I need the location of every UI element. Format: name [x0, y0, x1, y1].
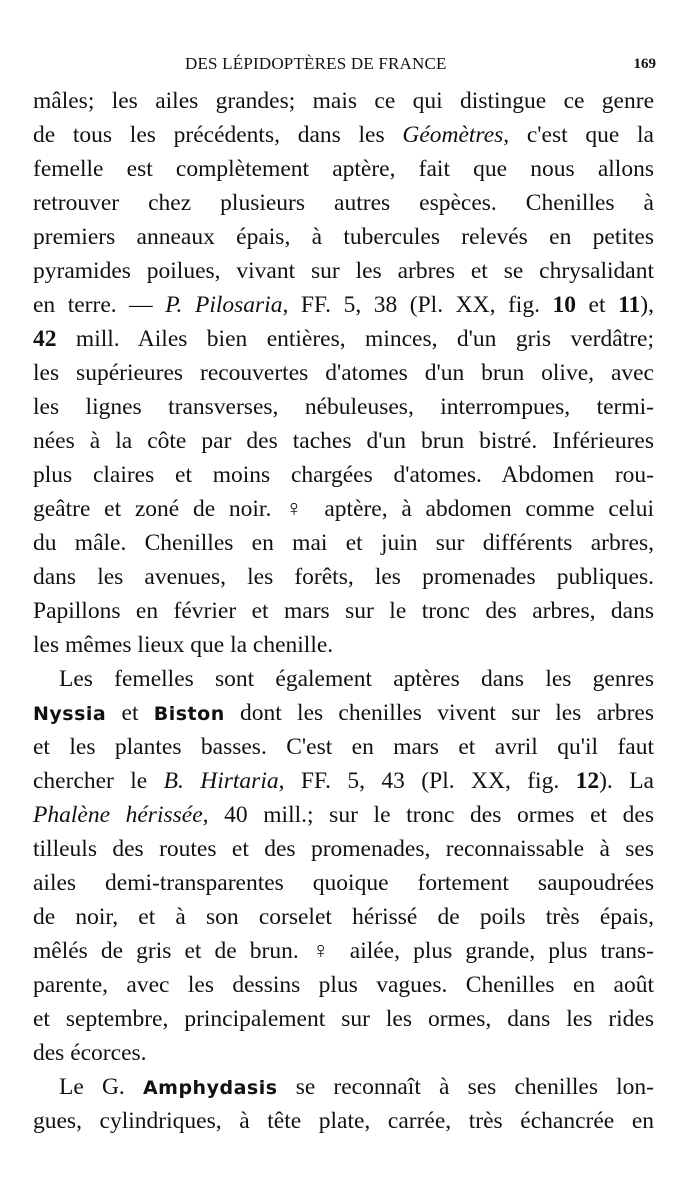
text-segment: , c'est que la — [503, 122, 654, 148]
text-segment: et septembre, principalement sur les ormes, dans les rides — [33, 1006, 654, 1032]
text-segment: premiers anneaux épais, à tubercules relevés en petites — [33, 224, 654, 250]
text-segment: Papillons en février et mars sur le tronc des arbres, dans — [33, 598, 654, 624]
text-segment: ), — [640, 292, 654, 318]
text-segment: et les plantes basses. C'est en mars et avril qu'il faut — [33, 734, 654, 760]
italic-text: P. Pilosaria — [165, 292, 283, 318]
text-segment: plus claires et moins chargées d'atomes. Abdomen rou- — [33, 462, 654, 488]
text-line — [33, 84, 654, 118]
text-line — [33, 186, 654, 220]
text-segment: 11 — [618, 292, 641, 318]
text-line — [33, 152, 654, 186]
text-line — [33, 594, 654, 628]
text-line — [33, 934, 654, 968]
text-segment: du mâle. Chenilles en mai et juin sur différents arbres, — [33, 530, 654, 556]
text-segment: , FF. 5, 38 (Pl. XX, fig. — [282, 292, 553, 318]
text-line — [33, 356, 654, 390]
text-segment: se reconnaît à ses chenilles lon- — [277, 1074, 654, 1100]
text-segment: les lignes transverses, nébuleuses, interrompues, termi- — [33, 394, 654, 420]
text-segment: mêlés de gris et de brun. ♀ ailée, plus grande, plus trans- — [33, 938, 654, 964]
text-segment: et — [106, 700, 154, 726]
text-line — [33, 118, 654, 152]
text-line — [33, 390, 654, 424]
text-line — [33, 730, 654, 764]
text-segment: mâles; les ailes grandes; mais ce qui distingue ce genre — [33, 88, 654, 114]
genus-name: Amphydasis — [142, 1077, 278, 1099]
genus-name: Nyssia — [33, 703, 107, 725]
text-segment: 12 — [575, 768, 600, 794]
italic-text: Phalène hérissée — [33, 802, 203, 828]
text-line — [33, 866, 654, 900]
running-head — [0, 54, 698, 78]
text-segment: de tous les précédents, dans les — [33, 122, 403, 148]
text-segment: 10 — [552, 292, 577, 318]
text-segment: les mêmes lieux que la chenille. — [33, 632, 334, 658]
text-line — [33, 1036, 654, 1070]
text-line — [33, 968, 654, 1002]
text-segment: retrouver chez plusieurs autres espèces. Chenilles à — [33, 190, 654, 216]
text-segment: de noir, et à son corselet hérissé de poils très épais, — [33, 904, 654, 930]
text-segment: ailes demi-transparentes quoique fortement saupoudrées — [33, 870, 654, 896]
text-segment: , 40 mill.; sur le tronc des ormes et des — [202, 802, 654, 828]
text-line — [33, 424, 654, 458]
text-line — [33, 322, 654, 356]
text-segment: parente, avec les dessins plus vagues. Chenilles en août — [33, 972, 654, 998]
text-segment: mill. Ailes bien entières, minces, d'un gris verdâtre; — [56, 326, 654, 352]
text-segment: dont les chenilles vivent sur les arbres — [224, 700, 654, 726]
text-segment: ). La — [599, 768, 654, 794]
text-segment: gues, cylindriques, à tête plate, carrée, très échancrée en — [33, 1108, 654, 1134]
text-segment: Le G. — [59, 1074, 143, 1100]
text-line — [33, 900, 654, 934]
text-line — [33, 764, 654, 798]
italic-text: Géomètres — [402, 122, 504, 148]
text-segment: des écorces. — [33, 1040, 147, 1066]
text-line — [33, 254, 654, 288]
text-line — [33, 288, 654, 322]
text-segment: Les femelles sont également aptères dans les genres — [59, 666, 654, 692]
text-segment: nées à la côte par des taches d'un brun bistré. Inférieures — [33, 428, 654, 454]
body-text — [33, 84, 654, 1138]
text-line — [33, 458, 654, 492]
italic-text: B. Hirtaria — [163, 768, 279, 794]
text-segment: 42 — [33, 326, 57, 352]
text-line — [33, 1104, 654, 1138]
text-line — [33, 696, 654, 730]
text-line — [33, 526, 654, 560]
text-line — [33, 1002, 654, 1036]
text-segment: tilleuls des routes et des promenades, reconnaissable à ses — [33, 836, 654, 862]
text-segment: femelle est complètement aptère, fait que nous allons — [33, 156, 654, 182]
genus-name: Biston — [153, 703, 225, 725]
text-segment: dans les avenues, les forêts, les promenades publiques. — [33, 564, 654, 590]
text-segment: les supérieures recouvertes d'atomes d'un brun olive, avec — [33, 360, 654, 386]
text-line — [33, 560, 654, 594]
text-segment: et — [576, 292, 619, 318]
running-title: DES LÉPIDOPTÈRES DE FRANCE — [185, 54, 447, 73]
text-line — [33, 798, 654, 832]
text-segment: en terre. — — [33, 292, 166, 318]
text-line — [33, 1070, 654, 1104]
text-line — [33, 832, 654, 866]
text-line — [33, 220, 654, 254]
text-segment: pyramides poilues, vivant sur les arbres et se chrysalidant — [33, 258, 654, 284]
text-segment: geâtre et zoné de noir. ♀ aptère, à abdomen comme celui — [33, 496, 654, 522]
page-number: 169 — [633, 56, 656, 72]
text-segment: , FF. 5, 43 (Pl. XX, fig. — [278, 768, 576, 794]
text-line — [33, 662, 654, 696]
text-segment: chercher le — [33, 768, 164, 794]
text-line — [33, 628, 654, 662]
text-line — [33, 492, 654, 526]
